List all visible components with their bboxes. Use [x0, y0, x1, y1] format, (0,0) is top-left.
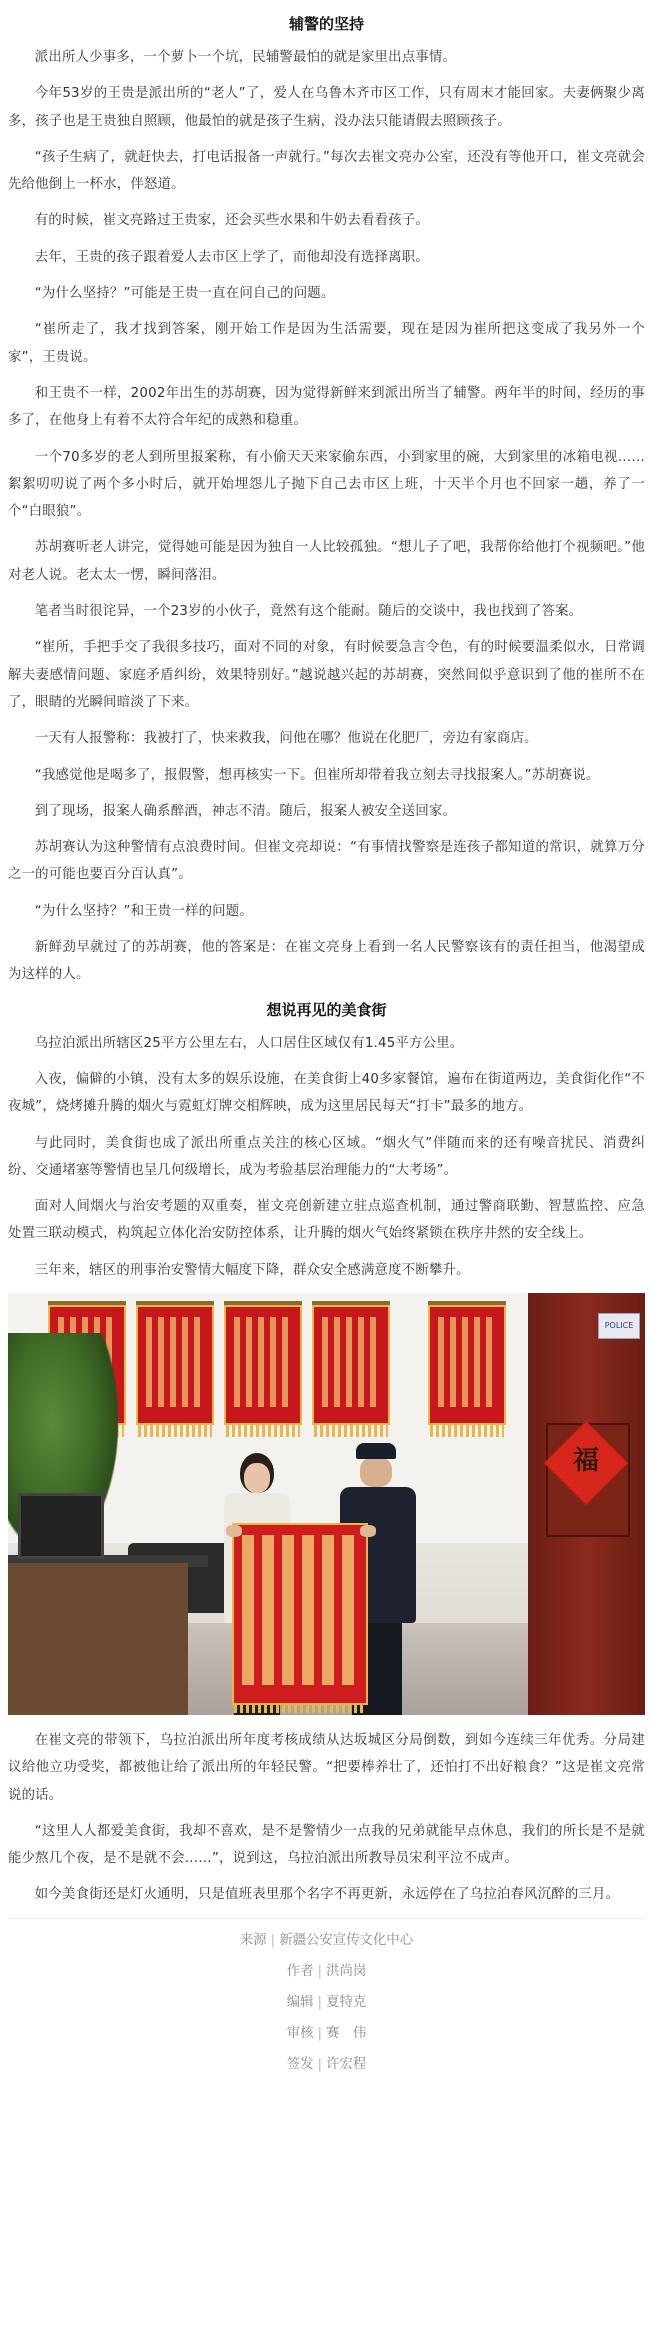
paragraph: 入夜，偏僻的小镇，没有太多的娱乐设施，在美食街上40多家餐馆，遍布在街道两边，美食街化作“不夜城”，烧烤摊升腾的烟火与霓虹灯牌交相辉映，成为这里居民每天“打卡”最多的地方。: [8, 1071, 645, 1115]
paragraph: 苏胡赛听老人讲完，觉得她可能是因为独自一人比较孤独。“想儿子了吧，我帮你给他打个视频吧。”他对老人说。老太太一愣，瞬间落泪。: [8, 540, 645, 583]
credit-source: [8, 1925, 645, 1956]
paragraph: 派出所人少事多，一个萝卜一个坑，民辅警最怕的就是家里出点事情。: [34, 50, 457, 65]
credit-value: 洪尚岗: [326, 1963, 367, 1979]
paragraph: 一个70多岁的老人到所里报案称，有小偷天天来家偷东西，小到家里的碗，大到家里的冰箱电视……絮絮叨叨说了两个多小时后，就开始埋怨儿子抛下自己去市区上班，十天半个月也不回家一趟，养了一个“白眼狼”。: [8, 449, 645, 520]
door-sign: POLICE: [598, 1313, 640, 1339]
section1-body: [8, 44, 645, 989]
paragraph: “这里人人都爱美食街，我却不喜欢，是不是警情少一点我的兄弟就能早点休息，我们的所长是不是就能少熬几个夜，是不是就不会……”，说到这，乌拉泊派出所教导员宋利平泣不成声。: [8, 1823, 645, 1867]
paragraph: 乌拉泊派出所辖区25平方公里左右，人口居住区域仅有1.45平方公里。: [34, 1035, 464, 1051]
credits-footer: [8, 1918, 645, 2080]
paragraph: 面对人间烟火与治安考题的双重奏，崔文亮创新建立驻点巡查机制，通过警商联勤、智慧监控、应急处置三联动模式，构筑起立体化治安防控体系，让升腾的烟火气始终紧锁在秩序井然的安全线上。: [8, 1199, 645, 1242]
hand: [360, 1525, 376, 1537]
credit-separator: |: [317, 1994, 323, 2010]
fu-character: 福: [572, 1445, 599, 1476]
section2-body-continued: [8, 1727, 645, 1909]
credit-label: 来源: [239, 1932, 267, 1948]
section2-body: [8, 1030, 645, 1284]
divider: [8, 1918, 645, 1919]
paragraph: 苏胡赛认为这种警情有点浪费时间。但崔文亮却说：“有事情找警察是连孩子都知道的常识，就算万分之一的可能也要百分百认真”。: [8, 840, 645, 883]
paragraph: 到了现场，报案人确系醉酒，神志不清。随后，报案人被安全送回家。: [34, 803, 457, 819]
desk: [8, 1563, 188, 1715]
honor-banner: [312, 1305, 390, 1425]
paragraph: “为什么坚持？”和王贵一样的问题。: [34, 903, 253, 919]
presented-honor-banner: [232, 1523, 368, 1705]
paragraph: 一天有人报警称：我被打了，快来救我，问他在哪？他说在化肥厂，旁边有家商店。: [34, 731, 538, 747]
section-title-auxiliary-police: 辅警的坚持: [288, 15, 364, 33]
paragraph: 三年来，辖区的刑事治安警情大幅度下降，群众安全感满意度不断攀升。: [34, 1262, 470, 1278]
paragraph: 有的时候，崔文亮路过王贵家，还会买些水果和牛奶去看看孩子。: [34, 213, 429, 229]
paragraph: 今年53岁的王贵是派出所的“老人”了，爱人在乌鲁木齐市区工作，只有周末才能回家。夫妻俩聚少离多，孩子也是王贵独自照顾，他最怕的就是孩子生病，没办法只能请假去照顾孩子。: [8, 86, 645, 129]
honor-banner: [224, 1305, 302, 1425]
credit-separator: |: [317, 2025, 323, 2041]
paragraph: 笔者当时很诧异，一个23岁的小伙子，竟然有这个能耐。随后的交谈中，我也找到了答案。: [34, 604, 583, 620]
credit-label: 作者: [286, 1963, 314, 1979]
credit-label: 审核: [286, 2025, 314, 2041]
photo-police-station-banners: [8, 1293, 645, 1715]
credit-value: 新疆公安宣传文化中心: [279, 1932, 414, 1948]
credit-author: [8, 1956, 645, 1987]
paragraph: 和王贵不一样，2002年出生的苏胡赛，因为觉得新鲜来到派出所当了辅警。两年半的时间，经历的事多了，在他身上有着不太符合年纪的成熟和稳重。: [8, 385, 645, 429]
paragraph: “我感觉他是喝多了，报假警，想再核实一下。但崔所却带着我立刻去寻找报案人。”苏胡赛说。: [34, 767, 600, 783]
credit-reviewer: [8, 2018, 645, 2049]
credit-separator: |: [270, 1932, 276, 1948]
credit-separator: |: [317, 2056, 323, 2072]
credit-label: 编辑: [286, 1994, 314, 2010]
credit-approver: [8, 2049, 645, 2080]
paragraph: 新鲜劲早就过了的苏胡赛，他的答案是：在崔文亮身上看到一名人民警察该有的责任担当，他渴望成为这样的人。: [8, 940, 645, 983]
hand: [226, 1525, 242, 1537]
credit-value: 夏特克: [326, 1994, 367, 2010]
paragraph: “孩子生病了，就赶快去，打电话报备一声就行。”每次去崔文亮办公室，还没有等他开口，崔文亮就会先给他倒上一杯水，伴怒道。: [8, 149, 645, 193]
credit-separator: |: [317, 1963, 323, 1979]
credit-value: 赛 伟: [326, 2025, 367, 2041]
honor-banner: [136, 1305, 214, 1425]
paragraph: 如今美食街还是灯火通明，只是值班表里那个名字不再更新，永远停在了乌拉泊春风沉醉的三月。: [34, 1887, 620, 1903]
paragraph: “崔所走了，我才找到答案，刚开始工作是因为生活需要，现在是因为崔所把这变成了我另外一个家”，王贵说。: [8, 322, 645, 365]
honor-banner: [428, 1305, 506, 1425]
section-title-food-street: 想说再见的美食街: [266, 1000, 387, 1019]
paragraph: “崔所，手把手交了我很多技巧，面对不同的对象，有时候要急言令色，有的时候要温柔似水，日常调解夫妻感情问题、家庭矛盾纠纷，效果特别好。”越说越兴起的苏胡赛，突然间似乎意识到了他的崔所不在了，眼睛的光瞬间暗淡了下来。: [8, 640, 645, 710]
credit-editor: [8, 1987, 645, 2018]
monitor: [18, 1493, 104, 1559]
paragraph: 去年，王贵的孩子跟着爱人去市区上学了，而他却没有选择离职。: [34, 249, 429, 265]
credit-label: 签发: [286, 2056, 314, 2072]
paragraph: “为什么坚持？”可能是王贵一直在问自己的问题。: [34, 286, 335, 302]
credit-value: 许宏程: [326, 2056, 367, 2072]
paragraph: 与此同时，美食街也成了派出所重点关注的核心区域。“烟火气”伴随而来的还有噪音扰民、消费纠纷、交通堵塞等警情也呈几何级增长，成为考验基层治理能力的“大考场”。: [8, 1135, 645, 1178]
paragraph: 在崔文亮的带领下，乌拉泊派出所年度考核成绩从达坂城区分局倒数，到如今连续三年优秀。分局建议给他立功受奖，都被他让给了派出所的年轻民警。“把要棒养壮了，还怕打不出好粮食？”这是崔文亮常说的话。: [8, 1732, 645, 1803]
